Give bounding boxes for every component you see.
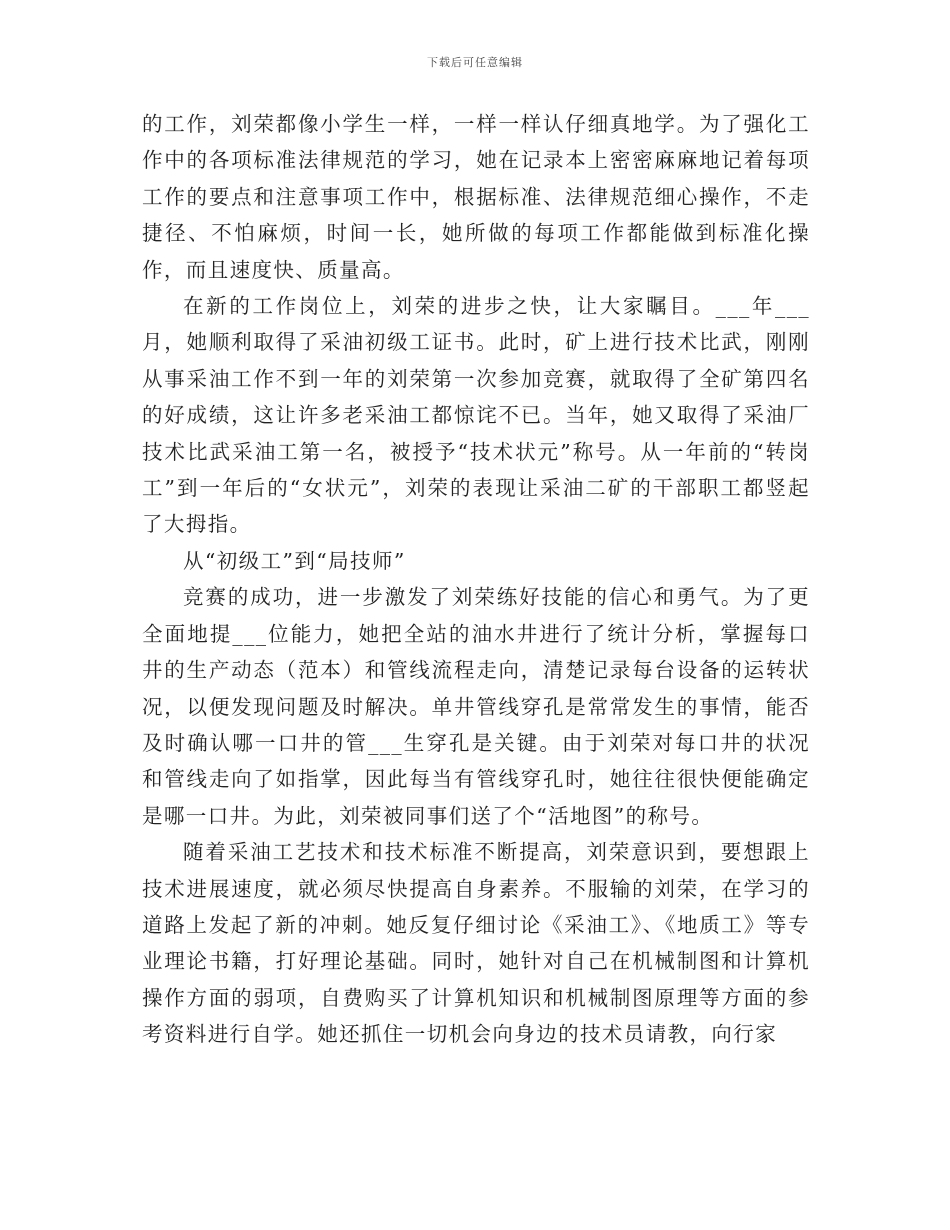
paragraph-self-study: 随着采油工艺技术和技术标准不断提高，刘荣意识到，要想跟上技术进展速度，就必须尽快提高自身素养。不服输的刘荣，在学习的道路上发起了新的冲刺。她反复仔细讨论《采油工》、《地质工》等专业理论书籍，打好理论基础。同时，她针对自己在机械制图和计算机操作方面的弱项，自费购买了计算机知识和机械制图原理等方面的参考资料进行自学。她还抓住一切机会向身边的技术员请教，向行家 xyxy=(142,840,810,1047)
paragraph-continued: 的工作，刘荣都像小学生一样，一样一样认仔细真地学。为了强化工作中的各项标准法律规范的学习，她在记录本上密密麻麻地记着每项工作的要点和注意事项工作中，根据标准、法律规范细心操作，不走捷径、不怕麻烦，时间一长，她所做的每项工作都能做到标准化操作，而且速度快、质量高。 xyxy=(142,112,810,282)
paragraph-living-map: 竞赛的成功，进一步激发了刘荣练好技能的信心和勇气。为了更全面地提___位能力，她把全站的油水井进行了统计分析，掌握每口井的生产动态（范本）和管线流程走向，清楚记录每台设备的运转状况，以便发现问题及时解决。单井管线穿孔是常常发生的事情，能否及时确认哪一口井的管___生穿孔是关键。由于刘荣对每口井的状况和管线走向了如指掌，因此每当有管线穿孔时，她往往很快便能确定是哪一口井。为此，刘荣被同事们送了个“活地图”的称号。 xyxy=(142,585,810,828)
section-heading: 从“初级工”到“局技师” xyxy=(183,548,406,573)
document-body xyxy=(142,106,810,1053)
page-header: 下载后可任意编辑 xyxy=(427,56,523,69)
paragraph-promotion: 在新的工作岗位上，刘荣的进步之快，让大家瞩目。___年___月，她顺利取得了采油初级工证书。此时，矿上进行技术比武，刚刚从事采油工作不到一年的刘荣第一次参加竞赛，就取得了全矿第四名的好成绩，这让许多老采油工都惊诧不已。当年，她又取得了采油厂技术比武采油工第一名，被授予“技术状元”称号。从一年前的“转岗工”到一年后的“女状元”，刘荣的表现让采油二矿的干部职工都竖起了大拇指。 xyxy=(142,294,810,537)
